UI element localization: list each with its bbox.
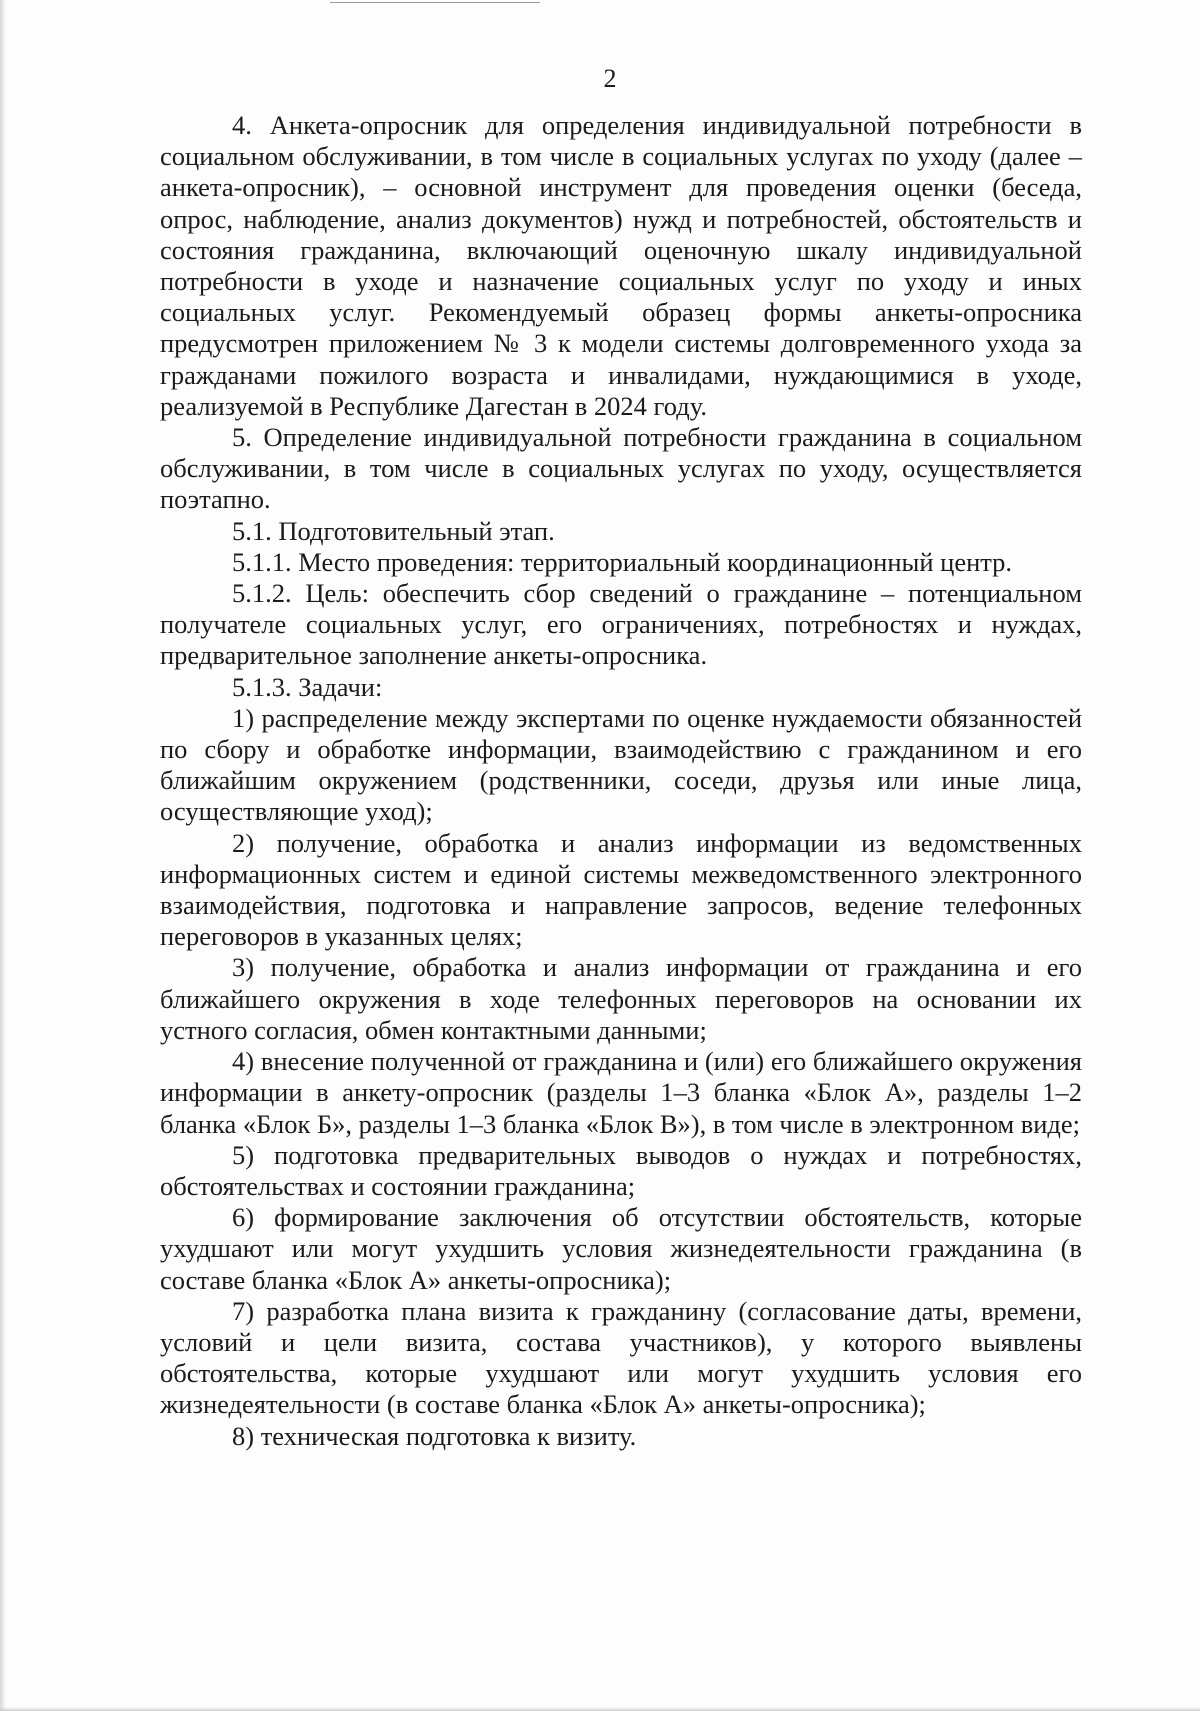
task-item-5: 5) подготовка предварительных выводов о нуждах и потребностях, обстоятельствах и состоянии гражданина; — [160, 1139, 1082, 1201]
paragraph-5-1-preparatory-stage: 5.1. Подготовительный этап. — [232, 515, 555, 546]
task-item-8: 8) техническая подготовка к визиту. — [232, 1420, 637, 1451]
page-number: 2 — [603, 64, 617, 93]
scan-bottom-edge — [0, 1707, 1200, 1711]
paragraph-5-1-2-goal: 5.1.2. Цель: обеспечить сбор сведений о гражданине – потенциальном получателе социальных услуг, его ограничениях, потребностях и нуждах, предварительное заполнение анкеты-опросника. — [160, 578, 1082, 671]
task-item-2: 2) получение, обработка и анализ информации из ведомственных информационных систем и единой системы межведомственного электронного взаимодействия, подготовка и направление запросов, ведение телефонных переговоров в указанных целях; — [160, 827, 1082, 952]
paragraph-4-questionnaire: 4. Анкета-опросник для определения индивидуальной потребности в социальном обслуживании, в том числе в социальных услугах по уходу (далее – анкета-опросник), – основной инструмент для проведения оценки (беседа, опрос, наблюдение, анализ документов) нужд и потребностей, обстоятельств и состояния гражданина, включающий оценочную шкалу индивидуальной потребности в уходе и назначение социальных услуг по уходу и иных социальных услуг. Рекомендуемый образец формы анкеты-опросника предусмотрен приложением № 3 к модели системы долговременного ухода за гражданами пожилого возраста и инвалидами, нуждающимися в уходе, реализуемой в Республике Дагестан в 2024 году. — [160, 110, 1082, 421]
paragraph-5-stages: 5. Определение индивидуальной потребности гражданина в социальном обслуживании, в том числе в социальных услугах по уходу, осуществляется поэтапно. — [160, 422, 1082, 515]
task-item-3: 3) получение, обработка и анализ информации от гражданина и его ближайшего окружения в ходе телефонных переговоров на основании их устного согласия, обмен контактными данными; — [160, 952, 1082, 1045]
scan-left-edge — [0, 0, 6, 1711]
scan-top-line — [330, 2, 540, 3]
paragraph-5-1-1-location: 5.1.1. Место проведения: территориальный координационный центр. — [232, 546, 1013, 577]
task-item-1: 1) распределение между экспертами по оценке нуждаемости обязанностей по сбору и обработке информации, взаимодействию с гражданином и его ближайшим окружением (родственники, соседи, друзья или иные лица, осуществляющие уход); — [160, 702, 1082, 827]
document-body — [160, 110, 1082, 1452]
task-item-6: 6) формирование заключения об отсутствии обстоятельств, которые ухудшают или могут ухудшить условия жизнедеятельности гражданина (в составе бланка «Блок А» анкеты-опросника); — [160, 1202, 1082, 1295]
task-item-4: 4) внесение полученной от гражданина и (или) его ближайшего окружения информации в анкету-опросник (разделы 1–3 бланка «Блок А», разделы 1–2 бланка «Блок Б», разделы 1–3 бланка «Блок В»), в том числе в электронном виде; — [160, 1046, 1082, 1139]
task-item-7: 7) разработка плана визита к гражданину (согласование даты, времени, условий и цели визита, состава участников), у которого выявлены обстоятельства, которые ухудшают или могут ухудшить условия его жизнедеятельности (в составе бланка «Блок А» анкеты-опросника); — [160, 1295, 1082, 1420]
paragraph-5-1-3-tasks: 5.1.3. Задачи: — [232, 671, 383, 702]
